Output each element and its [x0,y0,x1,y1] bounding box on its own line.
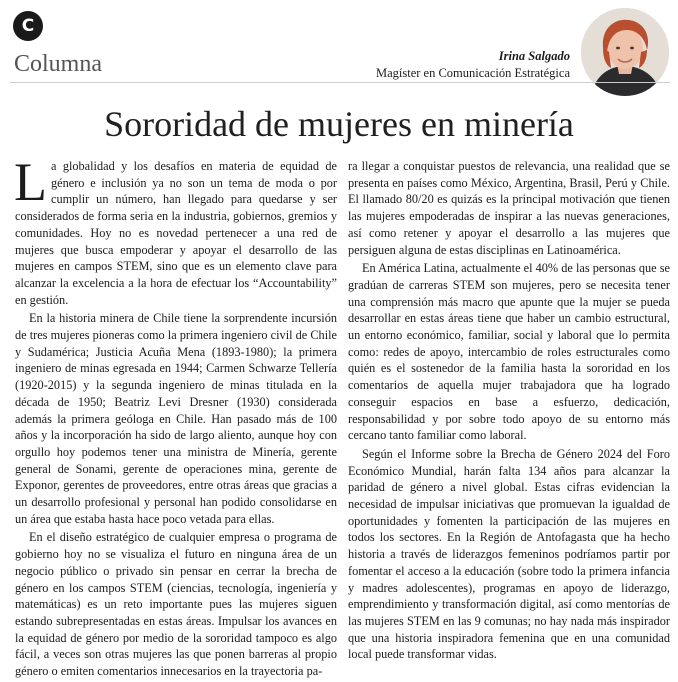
section-label: Columna [14,51,102,77]
article-paragraph: En América Latina, actualmente el 40% de las personas que se gradúan de carreras STEM son mujeres, pero se necesita tener una comprensión más macro que apunte que la mujer se pueda desarrollar en estas áreas tiene que haber un cambio estructural, un entorno económico, familiar, social y laboral que lo permita como: redes de apoyo, intercambio de roles estructurales como quién es el sostenedor de la familia hasta la sororidad en los comentarios de aquella mujer trabajadora que ha logrado conseguir espacios en base a esfuerzo, dedicación, responsabilidad y por sobre todo apoyo de su entorno más cercano tanto familiar como laboral. [348,261,670,443]
drop-cap: L [14,152,47,212]
article-paragraph: En la historia minera de Chile tiene la sorprendente incursión de tres mujeres pioneras como la primera ingeniero civil de Chile y Sudamérica; Justicia Acuña Mena (1893-1980); la primera ingeniero de minas egresada en 1944; Carmen Schwarze Tellería (1920-2015) y la segunda ingeniero de minas titulada en la década de 1950; Beatriz Levi Dresner (1930) considerada además la primera geóloga en Chile. Han pasado más de 100 años y la incorporación ha sido de largo aliento, aunque hoy con orgullo hoy podemos tener una ministra de Minería, gerente general de Sonami, gerente de operaciones mina, gerente de Exponor, gerentes de proveedores, entre otras áreas que gracias a un desarrollo profesional y personal han podido consolidarse en un área que estaba hasta hace poco vetada para ellas. [15,311,337,526]
article-column-left [14,152,337,682]
article-column-right [348,158,670,665]
column-badge: C [13,11,43,41]
article-headline: Sororidad de mujeres en minería [104,104,574,144]
article-paragraph: En el diseño estratégico de cualquier empresa o programa de gobierno hoy no se visualiza el futuro en ninguna área de un negocio público o privado sin pensar en cerrar la brecha de género en los campos STEM (ciencias, tecnología, ingeniería y matemáticas) es un reto importante pues las mujeres siguen estando subrepresentadas en estas áreas. Impulsar los avances en la equidad de género por medio de la sororidad tampoco es algo fácil, a veces son otras mujeres las que ponen barreras al propio género o emiten comentarios innecesarios en la trayectoria pa- [15,530,337,679]
article-paragraph: La globalidad y los desafíos en materia de equidad de género e inclusión ya no son un tema de moda o por cumplir un número, han llegado para quedarse y ser considerados de forma seria en la industria, gobiernos, gremios y comunidades. Hoy no es novedad pertenecer a una red de mujeres que busca empoderar y apoyar el desarrollo de las mujeres en campos STEM, sino que es un elemento clave para alcanzar la excelencia a la hora de efectuar los “Accountability” en gestión. [14,152,337,307]
author-role: Magíster en Comunicación Estratégica [375,66,570,80]
article-paragraph: ra llegar a conquistar puestos de relevancia, una realidad que se presenta en países como México, Argentina, Brasil, Perú y Chile. El llamado 80/20 es quizás es la principal motivación que tienen las mujeres empoderadas de inspirar a las nuevas generaciones, así como retener y apoyar el desarrollo a las mujeres que persiguen alguna de estas disciplinas en Latinoamérica. [348,159,670,257]
header-divider [10,82,670,83]
article-paragraph: Según el Informe sobre la Brecha de Género 2024 del Foro Económico Mundial, harán falta 134 años para alcanzar la paridad de género a nivel global. Estas cifras evidencian la necesidad de impulsar iniciativas que promuevan la igualdad de oportunidades y fomenten la participación de las mujeres en todos los sectores. En la Región de Antofagasta que ha hecho historia a través de liderazgos femeninos podríamos partir por fomentar el acceso a la educación (sobre todo la primera infancia y madres adolescentes), programas en apoyo de liderazgo, emprendimiento y transformación digital, así como mentorías de las mujeres STEM en las 9 comunas; no hay nada más inspirador que una historia inspiradora femenina que en una comunidad local puede transformar vidas. [348,446,670,662]
author-name: Irina Salgado [498,49,570,63]
